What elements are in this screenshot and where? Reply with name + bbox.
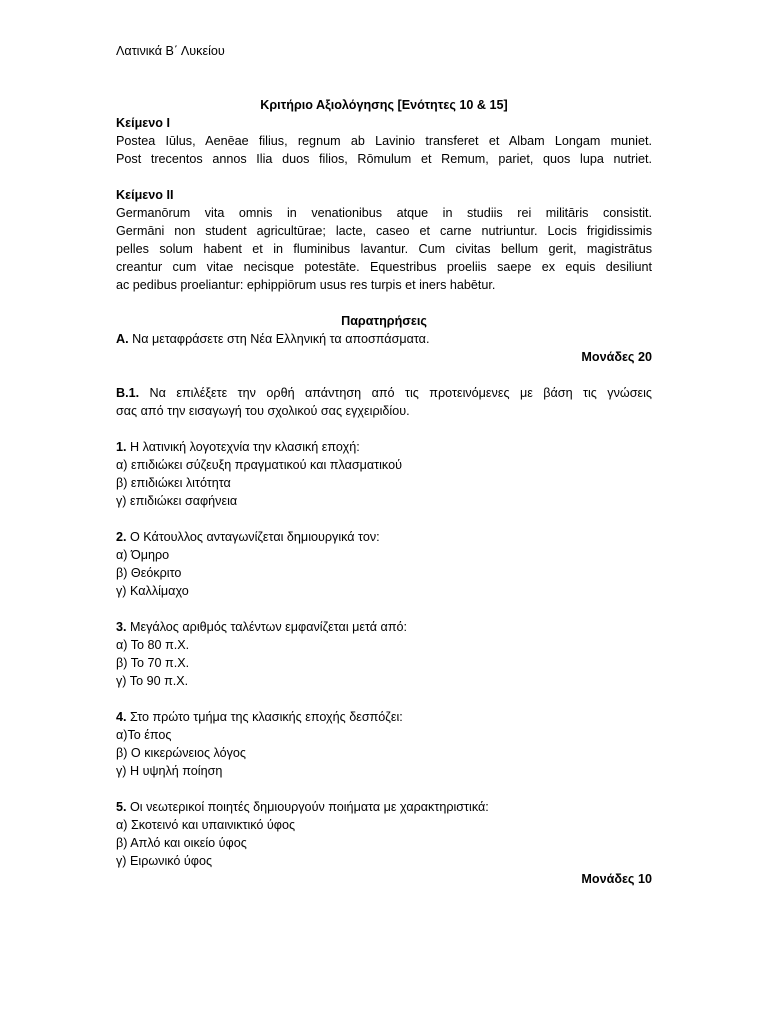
spacer xyxy=(116,366,652,384)
text2-line: creantur cum vitae necisque potestāte. Equestribus proeliis saepe ex equis desiliunt xyxy=(116,260,652,274)
answer-option: α) Σκοτεινό και υπαινικτικό ύφος xyxy=(116,818,296,832)
answer-option: β) Θεόκριτο xyxy=(116,566,182,580)
question-number: 4. xyxy=(116,710,127,724)
text2-line: ac pedibus proeliantur: ephippiōrum usus res turpis et iners habētur. xyxy=(116,278,496,292)
answer-option: γ) Καλλίμαχο xyxy=(116,584,189,598)
answer-option: β) επιδιώκει λιτότητα xyxy=(116,476,231,490)
task-b1-line: σας από την εισαγωγή του σχολικού σας εγχειριδίου. xyxy=(116,404,410,418)
answer-option: α) Όμηρο xyxy=(116,548,170,562)
answer-option: α)Το έπος xyxy=(116,728,172,742)
question-stem xyxy=(116,528,652,546)
spacer xyxy=(116,168,652,186)
spacer xyxy=(116,780,652,798)
answer-option: α) Το 80 π.Χ. xyxy=(116,638,190,652)
question-text: Στο πρώτο τμήμα της κλασικής εποχής δεσπόζει: xyxy=(126,710,403,724)
task-b1-line xyxy=(116,384,652,402)
answer-option: β) Το 70 π.Χ. xyxy=(116,656,190,670)
final-points: Μονάδες 10 xyxy=(581,872,652,886)
answer-option: γ) Η υψηλή ποίηση xyxy=(116,764,223,778)
task-b1-label: Β.1. xyxy=(116,386,140,400)
spacer xyxy=(116,600,652,618)
text2-line: pelles solum habent et in fluminibus lavantur. Cum civitas bellum gerit, magistrātus xyxy=(116,242,652,256)
spacer xyxy=(116,60,652,96)
question-text: Μεγάλος αριθμός ταλέντων εμφανίζεται μετά από: xyxy=(126,620,408,634)
answer-option: β) Απλό και οικείο ύφος xyxy=(116,836,247,850)
question-text: Ο Κάτουλλος ανταγωνίζεται δημιουργικά τον: xyxy=(126,530,380,544)
question-text: Η λατινική λογοτεχνία την κλασική εποχή: xyxy=(126,440,360,454)
spacer xyxy=(116,294,652,312)
answer-option: β) Ο κικερώνειος λόγος xyxy=(116,746,246,760)
question-stem xyxy=(116,798,652,816)
text2-heading: Κείμενο ΙΙ xyxy=(116,188,174,202)
question-stem xyxy=(116,438,652,456)
spacer xyxy=(116,420,652,438)
task-a xyxy=(116,330,652,348)
question-number: 1. xyxy=(116,440,127,454)
document-header: Λατινικά Β΄ Λυκείου xyxy=(116,44,225,58)
question-stem xyxy=(116,618,652,636)
question-stem xyxy=(116,708,652,726)
question-number: 3. xyxy=(116,620,127,634)
document-title: Κριτήριο Αξιολόγησης [Ενότητες 10 & 15] xyxy=(260,98,508,112)
answer-option: γ) Ειρωνικό ύφος xyxy=(116,854,213,868)
text1-line: Post trecentos annos Ilia duos filios, Rōmulum et Remum, pariet, quos lupa nutriet. xyxy=(116,152,652,166)
document-page xyxy=(116,42,652,888)
text1-heading: Κείμενο Ι xyxy=(116,116,170,130)
task-a-text: Να μεταφράσετε στη Νέα Ελληνική τα αποσπάσματα. xyxy=(128,332,430,346)
task-a-points: Μονάδες 20 xyxy=(581,350,652,364)
task-b1-first-line: Να επιλέξετε την ορθή απάντηση από τις προτεινόμενες με βάση τις γνώσεις xyxy=(139,386,652,400)
answer-option: γ) Το 90 π.Χ. xyxy=(116,674,189,688)
question-number: 2. xyxy=(116,530,127,544)
answer-option: α) επιδιώκει σύζευξη πραγματικού και πλασματικού xyxy=(116,458,402,472)
text2-line: Germanōrum vita omnis in venationibus atque in studiis rei militāris consistit. xyxy=(116,206,652,220)
answer-option: γ) επιδιώκει σαφήνεια xyxy=(116,494,238,508)
spacer xyxy=(116,690,652,708)
spacer xyxy=(116,510,652,528)
text2-line: Germāni non student agricultūrae; lacte, caseo et carne nutriuntur. Locis frigidissimis xyxy=(116,224,652,238)
questions-list xyxy=(116,420,652,870)
text1-line: Postea Iūlus, Aenēae filius, regnum ab Lavinio transferet et Albam Longam muniet. xyxy=(116,134,652,148)
notes-heading: Παρατηρήσεις xyxy=(341,314,427,328)
task-a-label: Α. xyxy=(116,332,129,346)
question-text: Οι νεωτερικοί ποιητές δημιουργούν ποιήματα με χαρακτηριστικά: xyxy=(126,800,489,814)
question-number: 5. xyxy=(116,800,127,814)
